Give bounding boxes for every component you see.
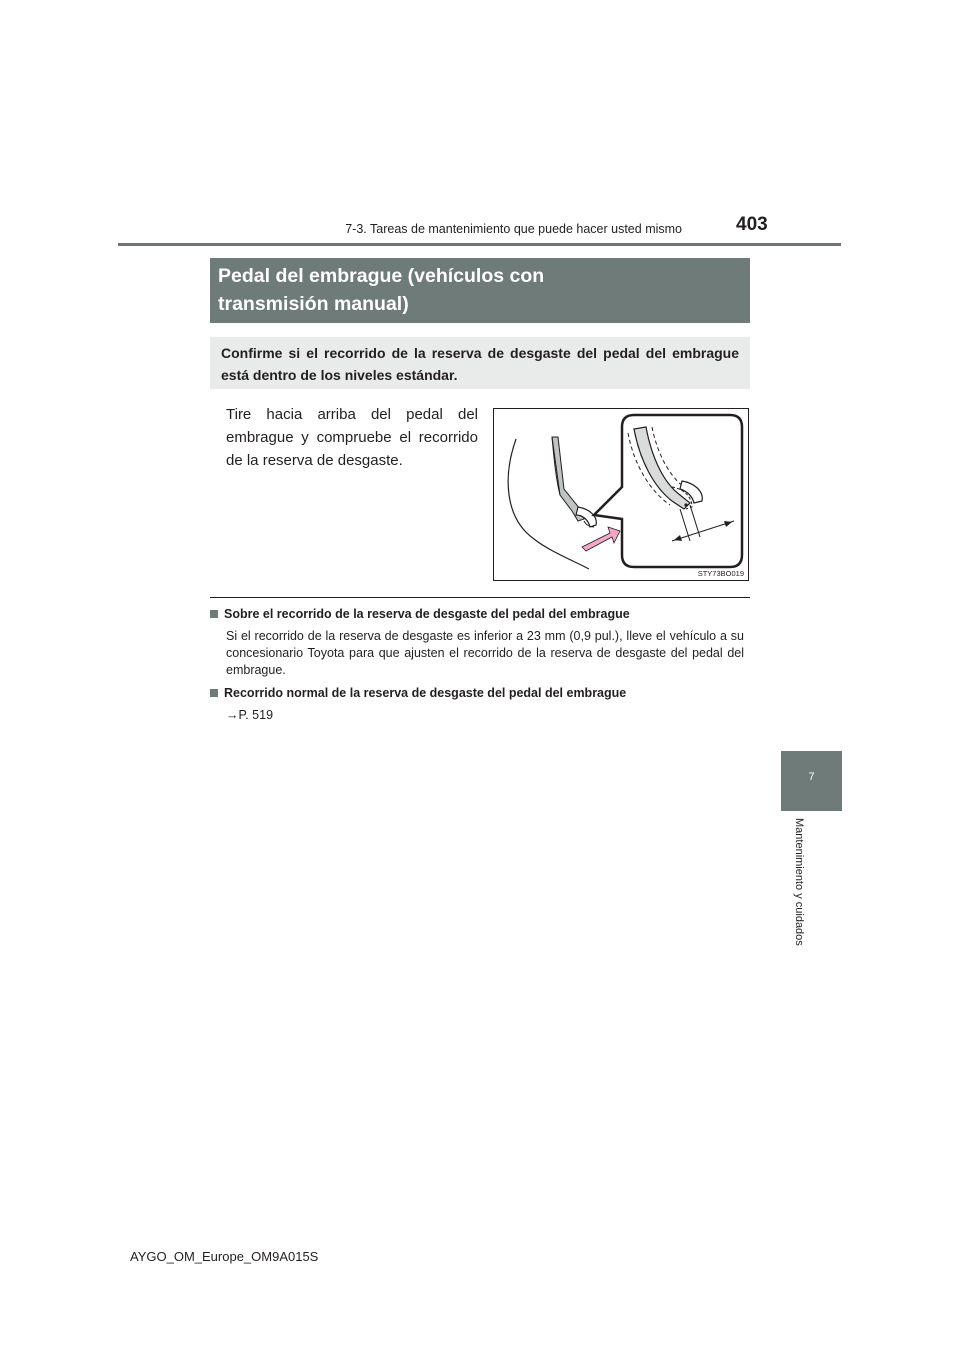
chapter-tab (781, 751, 842, 811)
footer-document-code: AYGO_OM_Europe_OM9A015S (130, 1249, 319, 1264)
note-title-1-text: Sobre el recorrido de la reserva de desgaste del pedal del embrague (224, 607, 630, 621)
note-text-1: Si el recorrido de la reserva de desgaste es inferior a 23 mm (0,9 pul.), lleve el vehículo a su concesionario Toyota para que ajusten el recorrido de la reserva de desgaste del pedal del embrague. (226, 629, 744, 677)
pink-arrow-icon (582, 527, 620, 551)
note-title-2-text: Recorrido normal de la reserva de desgaste del pedal del embrague (224, 686, 627, 700)
summary-box: Confirme si el recorrido de la reserva de desgaste del pedal del embrague está dentro de los niveles estándar. (210, 337, 750, 389)
header-rule (118, 243, 841, 246)
section-title-line-1: Pedal del embrague (vehículos con (218, 265, 545, 287)
notes-divider (210, 597, 750, 598)
figure-code: STY73BO019 (697, 569, 744, 578)
instruction-text: Tire hacia arriba del pedal del embrague y compruebe el recorrido de la reserva de desgaste. (226, 406, 478, 469)
section-title-banner (210, 258, 750, 323)
clutch-pedal-illustration-icon (494, 409, 750, 582)
note-title-1 (210, 607, 630, 621)
page-reference (226, 708, 273, 722)
note-title-2 (210, 686, 626, 700)
chapter-label: Mantenimiento y cuidados (793, 818, 805, 946)
page-reference-text: P. 519 (238, 708, 274, 722)
arrow-right-icon: → (226, 708, 239, 722)
clutch-pedal-figure (493, 408, 749, 581)
page-number: 403 (736, 214, 768, 235)
square-bullet-icon (210, 689, 218, 697)
section-title-line-2: transmisión manual) (218, 293, 409, 315)
square-bullet-icon (210, 610, 218, 618)
running-header: 7-3. Tareas de mantenimiento que puede hacer usted mismo (345, 222, 682, 236)
chapter-number: 7 (808, 771, 815, 783)
